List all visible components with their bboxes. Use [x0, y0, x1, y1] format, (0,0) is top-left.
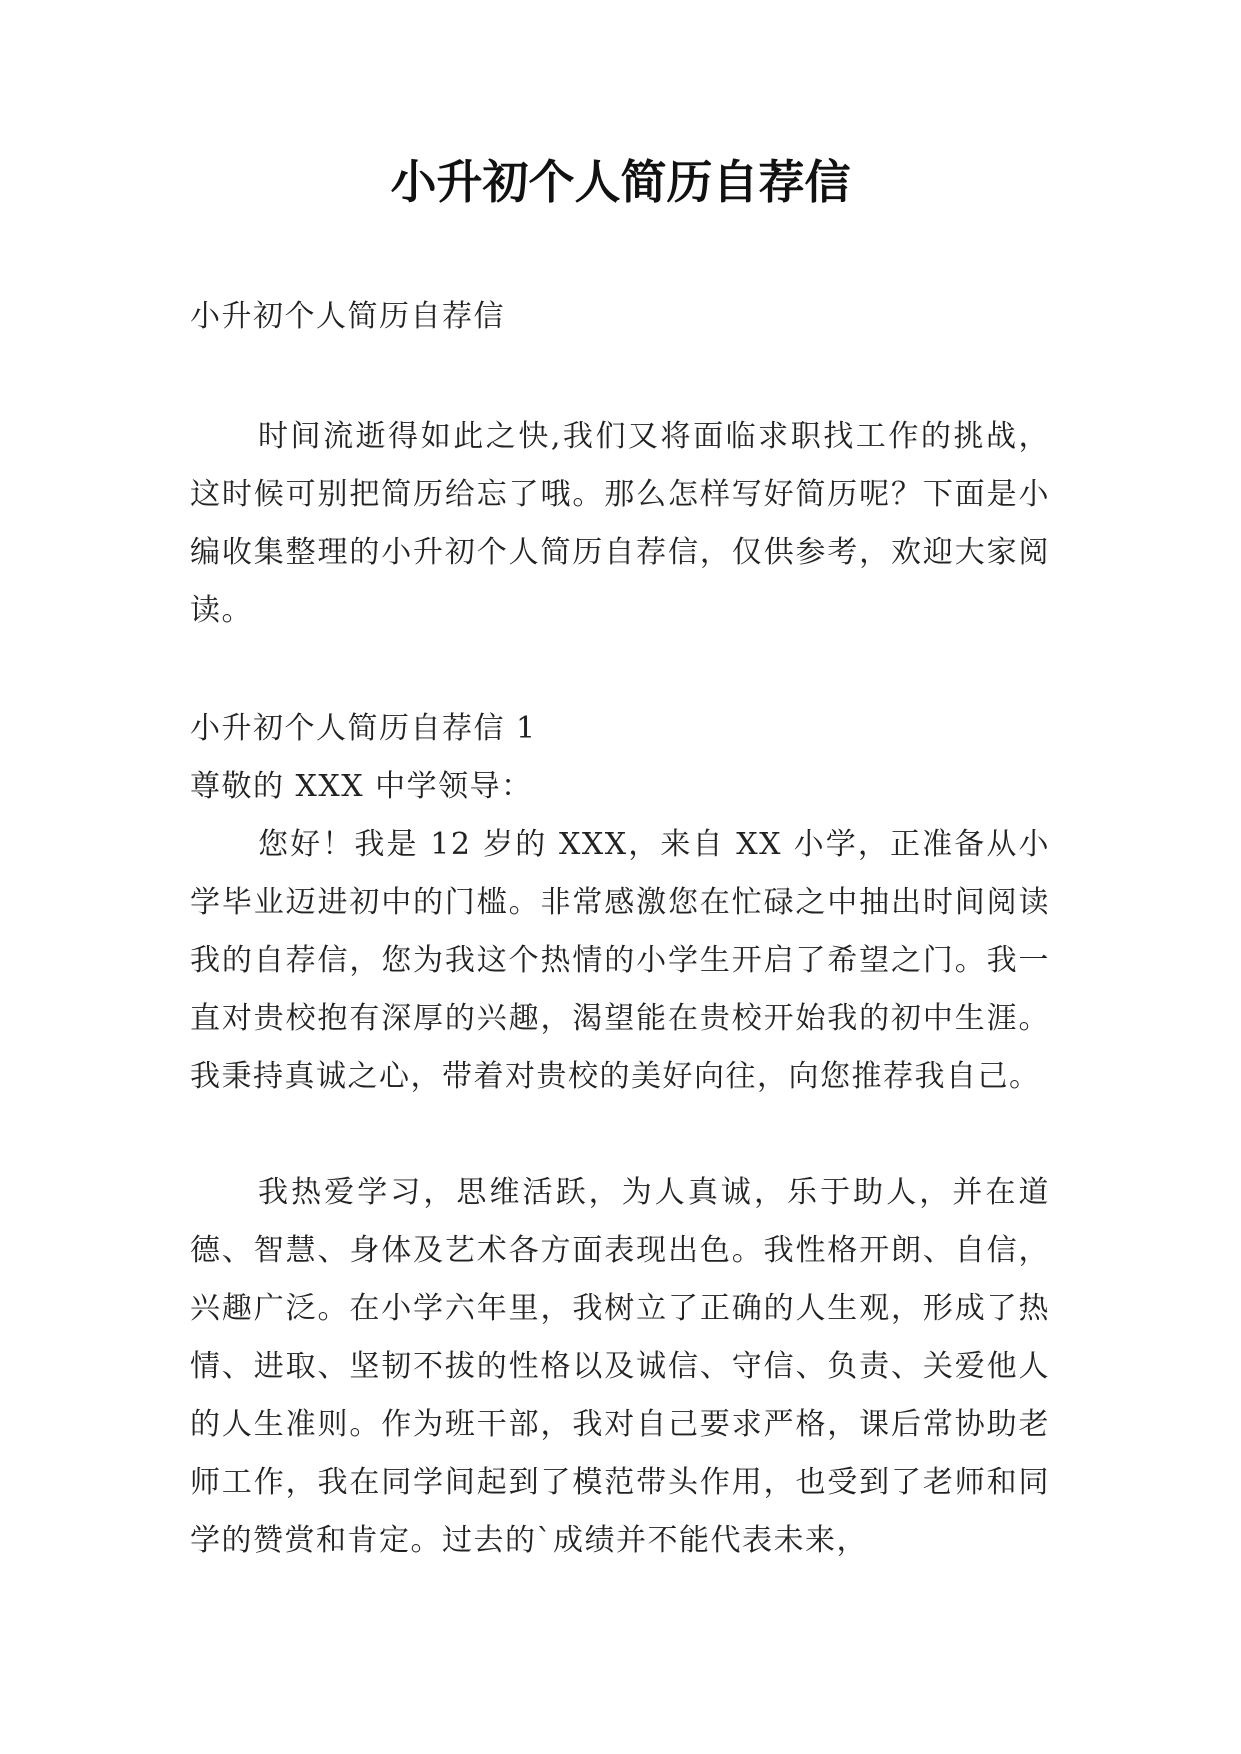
intro-paragraph: 时间流逝得如此之快,我们又将面临求职找工作的挑战，这时候可别把简历给忘了哦。那么怎样写好简历呢？下面是小编收集整理的小升初个人简历自荐信，仅供参考，欢迎大家阅读。	[190, 419, 1050, 628]
document-subtitle: 小升初个人简历自荐信	[190, 299, 505, 334]
letter-paragraph: 我热爱学习，思维活跃，为人真诚，乐于助人，并在道德、智慧、身体及艺术各方面表现出色。我性格开朗、自信，兴趣广泛。在小学六年里，我树立了正确的人生观，形成了热情、进取、坚韧不拔的性格以及诚信、守信、负责、关爱他人的人生准则。作为班干部，我对自己要求严格，课后常协助老师工作，我在同学间起到了模范带头作用，也受到了老师和同学的赞赏和肯定。过去的`成绩并不能代表未来，	[190, 1175, 1050, 1558]
document-title: 小升初个人简历自荐信	[390, 155, 851, 209]
letter-paragraph: 您好！我是 12 岁的 XXX，来自 XX 小学，正准备从小学毕业迈进初中的门槛。非常感激您在忙碌之中抽出时间阅读我的自荐信，您为我这个热情的小学生开启了希望之门。我一直对贵校抱有深厚的兴趣，渴望能在贵校开始我的初中生涯。我秉持真诚之心，带着对贵校的美好向往，向您推荐我自己。	[190, 827, 1050, 1094]
letter-salutation: 尊敬的 XXX 中学领导：	[190, 769, 533, 804]
letter-heading: 小升初个人简历自荐信 1	[190, 711, 537, 746]
